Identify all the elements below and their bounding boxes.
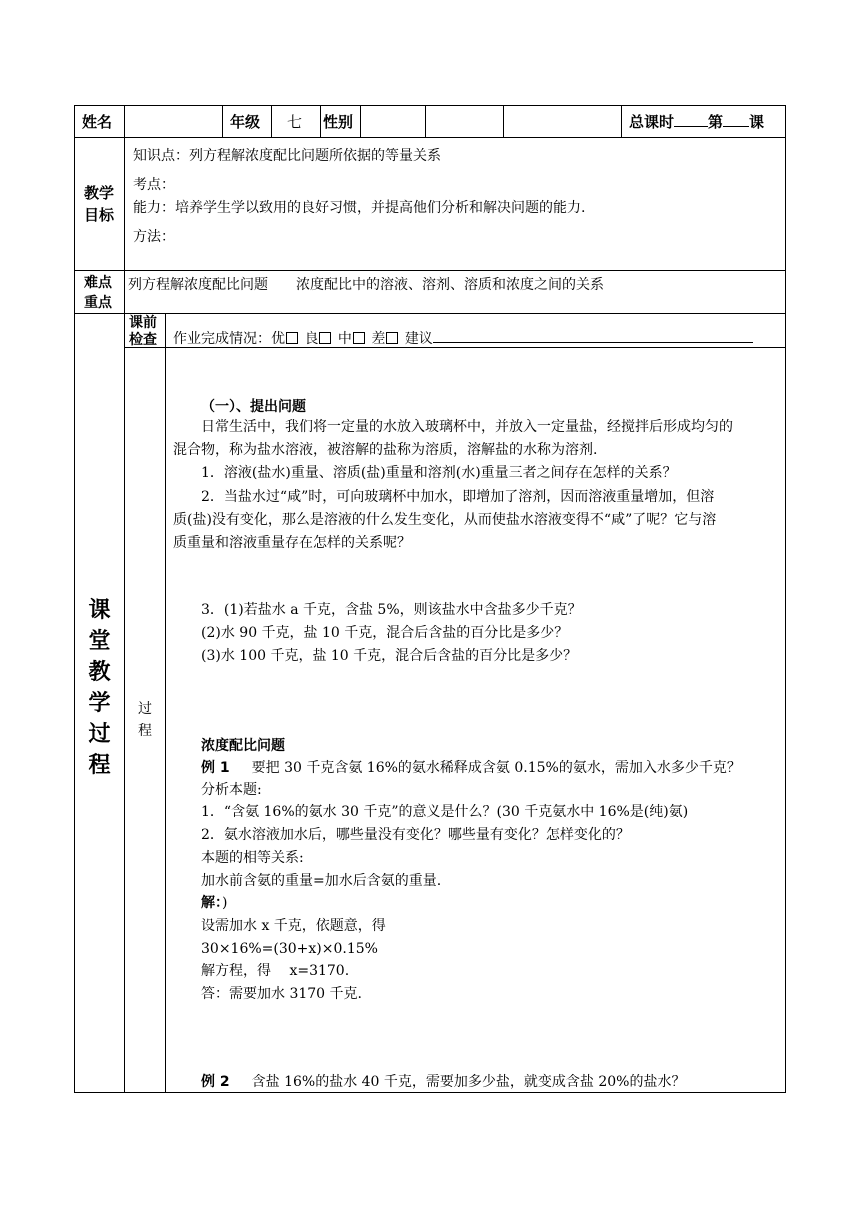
section-heading-1: （一）、提出问题 xyxy=(201,399,306,415)
example-2 xyxy=(201,1073,685,1091)
precheck-label-a: 课前 xyxy=(129,315,157,331)
goals-label-a: 教学 xyxy=(84,184,115,202)
section-heading-2: 浓度配比问题 xyxy=(201,738,285,754)
goal-ability: 能力：培养学生学以致用的良好习惯，并提高他们分析和解决问题的能力. xyxy=(133,200,586,216)
classroom-char-3: 教 xyxy=(88,660,111,685)
classroom-char-1: 课 xyxy=(88,598,111,623)
example-1-label: 例 1 xyxy=(201,760,230,776)
homework-status xyxy=(173,330,753,348)
question-2b: 质(盐)没有变化，那么是溶液的什么发生变化，从而使盐水溶液变得不“咸”了呢？它与溶 xyxy=(173,512,717,528)
total-label-b: 第 xyxy=(708,113,724,131)
medium-checkbox[interactable] xyxy=(353,332,365,344)
key-text: 列方程解浓度配比问题 浓度配比中的溶液、溶剂、溶质和浓度之间的关系 xyxy=(128,277,604,293)
goal-method: 方法： xyxy=(133,229,175,245)
analysis-2: 2．氨水溶液加水后，哪些量没有变化？哪些量有变化？怎样变化的？ xyxy=(201,827,630,843)
question-3a: 3．(1)若盐水 a 千克，含盐 5%，则该盐水中含盐多少千克？ xyxy=(201,602,582,618)
gender-label: 性别 xyxy=(323,113,354,131)
total-label-a: 总课时 xyxy=(629,113,675,131)
analysis-title: 分析本题: xyxy=(201,782,262,798)
goals-label-b: 目标 xyxy=(84,206,115,224)
example-2-label: 例 2 xyxy=(201,1074,230,1090)
classroom-char-4: 学 xyxy=(88,691,111,716)
question-2c: 质重量和溶液重量存在怎样的关系呢？ xyxy=(173,535,411,551)
grade-label: 年级 xyxy=(230,113,261,131)
question-2a: 2．当盐水过“咸”时，可向玻璃杯中加水，即增加了溶剂，因而溶液重量增加，但溶 xyxy=(201,489,715,505)
solution-label-text: 解： xyxy=(201,895,222,911)
process-label-a: 过 xyxy=(138,701,152,717)
poor-checkbox[interactable] xyxy=(386,332,398,344)
grade-value: 七 xyxy=(287,113,303,131)
total-lessons-blank xyxy=(674,126,708,127)
relation: 加水前含氨的重量=加水后含氨的重量. xyxy=(201,873,442,889)
paragraph-1a: 日常生活中，我们将一定量的水放入玻璃杯中，并放入一定量盐，经搅拌后形成均匀的 xyxy=(201,419,733,435)
goal-exam: 考点： xyxy=(133,177,175,193)
hw-prefix: 作业完成情况：优 xyxy=(173,331,285,347)
solution-step-3: 解方程，得 x=3170. xyxy=(201,963,350,979)
relation-title: 本题的相等关系: xyxy=(201,850,304,866)
example-1-text: 要把 30 千克含氨 16%的氨水稀释成含氨 0.15%的氨水，需加入水多少千克？ xyxy=(251,760,741,776)
solution-step-2: 30×16%=(30+x)×0.15% xyxy=(201,941,378,957)
solution-label xyxy=(201,894,227,912)
suggestion-blank[interactable] xyxy=(433,342,753,343)
total-lessons xyxy=(629,113,764,131)
classroom-char-6: 程 xyxy=(88,753,111,778)
hw-mid: 中 xyxy=(337,331,352,347)
solution-paren: ) xyxy=(222,895,228,911)
question-3c: (3)水 100 千克，盐 10 千克，混合后含盐的百分比是多少？ xyxy=(201,648,578,664)
classroom-char-5: 过 xyxy=(88,722,111,747)
name-label: 姓名 xyxy=(82,113,113,131)
question-1: 1．溶液(盐水)重量、溶质(盐)重量和溶剂(水)重量三者之间存在怎样的关系？ xyxy=(201,465,677,481)
paragraph-1b: 混合物，称为盐水溶液，被溶解的盐称为溶质，溶解盐的水称为溶剂. xyxy=(173,442,598,458)
example-2-text: 含盐 16%的盐水 40 千克，需要加多少盐，就变成含盐 20%的盐水？ xyxy=(251,1074,686,1090)
total-label-c: 课 xyxy=(749,113,765,131)
hw-suggest: 建议 xyxy=(404,331,433,347)
lesson-number-blank xyxy=(723,126,749,127)
precheck-label-b: 检查 xyxy=(129,332,157,348)
solution-step-1: 设需加水 x 千克，依题意，得 xyxy=(201,918,386,934)
key-label-b: 重点 xyxy=(84,295,112,311)
goal-knowledge: 知识点：列方程解浓度配比问题所依据的等量关系 xyxy=(133,148,441,164)
example-1 xyxy=(201,759,741,777)
hw-poor: 差 xyxy=(371,331,386,347)
hw-good: 良 xyxy=(304,331,319,347)
key-label-a: 难点 xyxy=(84,275,112,291)
classroom-char-2: 堂 xyxy=(88,629,111,654)
classroom-process-label xyxy=(74,595,125,781)
process-label-b: 程 xyxy=(138,723,152,739)
excellent-checkbox[interactable] xyxy=(286,332,298,344)
question-3b: (2)水 90 千克，盐 10 千克，混合后含盐的百分比是多少？ xyxy=(201,625,569,641)
good-checkbox[interactable] xyxy=(319,332,331,344)
analysis-1: 1．“含氨 16%的氨水 30 千克”的意义是什么？(30 千克氨水中 16%是(纯)氨) xyxy=(201,804,689,820)
solution-answer: 答：需要加水 3170 千克. xyxy=(201,986,362,1002)
